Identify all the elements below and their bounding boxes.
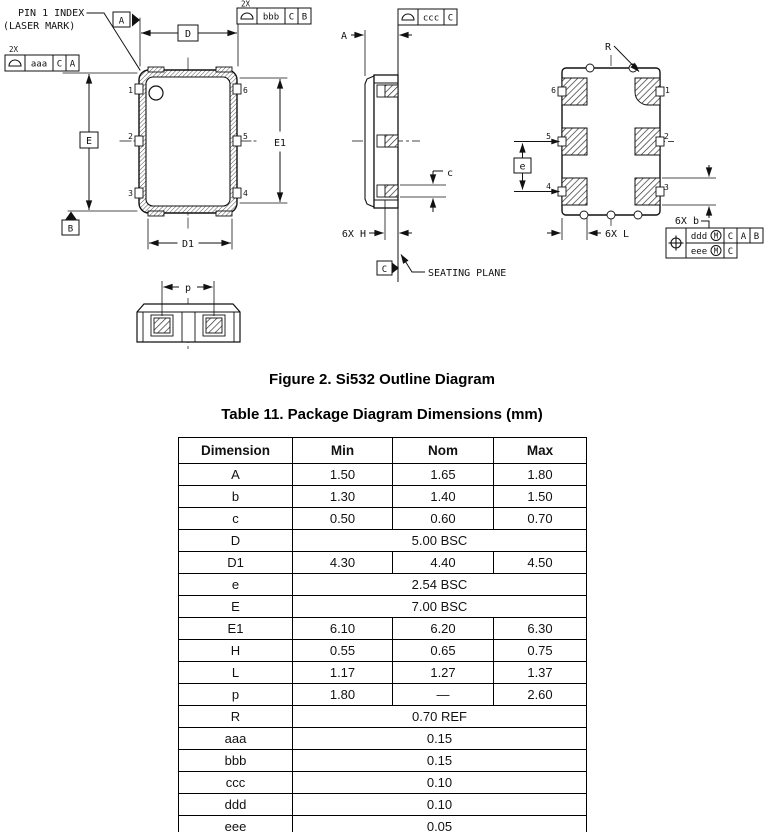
dim-label-6x-l: 6X L (605, 229, 630, 240)
bottom-view (514, 42, 716, 240)
table-cell: 0.75 (494, 640, 587, 662)
table-cell: b (179, 486, 293, 508)
table-cell: p (179, 684, 293, 706)
table-cell: aaa (179, 728, 293, 750)
pin-number: 1 (128, 86, 133, 95)
table-cell: 0.10 (293, 772, 587, 794)
table-cell: 6.30 (494, 618, 587, 640)
dim-label-a: A (340, 31, 347, 42)
table-cell: 1.50 (494, 486, 587, 508)
datum-ref: C (447, 13, 454, 24)
table-cell: ccc (179, 772, 293, 794)
table-row (179, 684, 587, 706)
mmc-letter: M (713, 231, 719, 241)
datum-triangle (65, 212, 77, 221)
pin1-index-label: PIN 1 INDEX (18, 8, 85, 19)
datum-ref: C (56, 59, 63, 70)
table-row (179, 486, 587, 508)
table-cell: 0.15 (293, 728, 587, 750)
table-cell: E (179, 596, 293, 618)
table-cell: 0.05 (293, 816, 587, 832)
tolerance-value: eee (690, 247, 708, 257)
pin-number: 1 (665, 86, 670, 95)
table-cell: bbb (179, 750, 293, 772)
dim-label-p: p (184, 283, 192, 294)
table-row (179, 464, 587, 486)
datum-flag-c: C (381, 265, 388, 275)
pin-number: 4 (546, 182, 551, 191)
lid-profile (365, 76, 374, 207)
table-cell: 6.10 (293, 618, 393, 640)
table-row (179, 728, 587, 750)
table-row (179, 618, 587, 640)
datum-flag-b: B (67, 224, 74, 235)
table-cell: e (179, 574, 293, 596)
laser-mark-label: (LASER MARK) (3, 21, 76, 32)
tolerance-value: bbb (262, 12, 280, 23)
datum-ref: C (288, 12, 295, 23)
table-cell: 2.60 (494, 684, 587, 706)
col-header-nom: Nom (393, 438, 494, 464)
table-cell: 1.37 (494, 662, 587, 684)
table-cell: 1.17 (293, 662, 393, 684)
laser-mark-circle (149, 86, 163, 100)
top-view (3, 8, 287, 250)
pin-number: 2 (664, 132, 669, 141)
datum-ref: B (753, 232, 760, 242)
table-row (179, 596, 587, 618)
table-cell: c (179, 508, 293, 530)
dim-label-r: R (604, 42, 611, 53)
table-cell: eee (179, 816, 293, 832)
figure-caption: Figure 2. Si532 Outline Diagram (269, 371, 495, 388)
pin-number: 4 (243, 189, 248, 198)
table-row (179, 640, 587, 662)
table-cell: — (393, 684, 494, 706)
datum-ref: B (301, 12, 308, 23)
table-cell: 1.27 (393, 662, 494, 684)
table-cell: 0.60 (393, 508, 494, 530)
table-cell: 1.65 (393, 464, 494, 486)
qty-label: 2X (9, 45, 19, 54)
table-row (179, 662, 587, 684)
table-cell: 0.50 (293, 508, 393, 530)
table-cell: 0.70 (494, 508, 587, 530)
pin-number: 6 (551, 86, 556, 95)
table-cell: 2.54 BSC (293, 574, 587, 596)
table-cell: 0.70 REF (293, 706, 587, 728)
table-cell: L (179, 662, 293, 684)
table-row (179, 530, 587, 552)
table-header-row (179, 438, 587, 464)
table-cell: 7.00 BSC (293, 596, 587, 618)
fcf-ccc (398, 9, 457, 25)
col-header-min: Min (293, 438, 393, 464)
dim-label-e: e (519, 161, 526, 173)
table-cell: R (179, 706, 293, 728)
col-header-max: Max (494, 438, 587, 464)
table-row (179, 552, 587, 574)
table-cell: E1 (179, 618, 293, 640)
table-cell: 1.40 (393, 486, 494, 508)
datum-triangle (132, 14, 140, 27)
table-cell: A (179, 464, 293, 486)
table-cell: 1.80 (293, 684, 393, 706)
dim-label-d: D (184, 29, 192, 40)
fcf-bbb (237, 0, 311, 24)
side-view (341, 25, 506, 282)
dim-label-d1: D1 (181, 239, 195, 250)
datum-ref: A (69, 59, 76, 70)
table-row (179, 772, 587, 794)
datum-ref: A (740, 232, 747, 242)
table-row (179, 706, 587, 728)
front-view (137, 281, 240, 350)
table-caption: Table 11. Package Diagram Dimensions (mm) (221, 406, 543, 423)
table-cell: H (179, 640, 293, 662)
table-cell: 4.30 (293, 552, 393, 574)
table-row (179, 750, 587, 772)
table-cell: D1 (179, 552, 293, 574)
col-header-dimension: Dimension (179, 438, 293, 464)
table-cell: 4.40 (393, 552, 494, 574)
table-cell: 0.15 (293, 750, 587, 772)
table-cell: 0.65 (393, 640, 494, 662)
table-cell: 0.55 (293, 640, 393, 662)
mmc-letter: M (713, 246, 719, 256)
fcf-aaa (5, 45, 79, 71)
dim-label-e1: E1 (273, 138, 287, 149)
dim-label-6x-h: 6X H (341, 229, 366, 240)
dimensions-table (178, 437, 587, 832)
table-cell: 4.50 (494, 552, 587, 574)
datum-ref: C (727, 247, 734, 257)
datum-flag-a: A (118, 16, 125, 27)
seating-plane-leader (401, 255, 425, 273)
seating-plane-label: SEATING PLANE (428, 268, 507, 279)
qty-label: 2X (241, 0, 251, 9)
table-row (179, 816, 587, 832)
pin-number: 2 (128, 132, 133, 141)
table-cell: 5.00 BSC (293, 530, 587, 552)
pin-number: 5 (243, 132, 248, 141)
table-cell: 6.20 (393, 618, 494, 640)
table-cell: 0.10 (293, 794, 587, 816)
tolerance-value: ccc (422, 13, 440, 24)
table-row (179, 574, 587, 596)
tolerance-value: aaa (30, 59, 48, 70)
pin-number: 5 (546, 132, 551, 141)
table-row (179, 508, 587, 530)
dim-label-c: c (447, 168, 454, 179)
fcf-position (666, 228, 763, 258)
tolerance-value: ddd (690, 232, 708, 242)
table-cell: 1.80 (494, 464, 587, 486)
pin-number: 3 (128, 189, 133, 198)
dim-label-e-cap: E (85, 136, 93, 147)
table-cell: ddd (179, 794, 293, 816)
table-cell: 1.30 (293, 486, 393, 508)
pin-number: 6 (243, 86, 248, 95)
outline-diagram (0, 0, 764, 362)
pin-number: 3 (664, 183, 669, 192)
dim-label-6x-b: 6X b (674, 216, 699, 227)
table-cell: D (179, 530, 293, 552)
table-cell: 1.50 (293, 464, 393, 486)
table-row (179, 794, 587, 816)
datum-ref: C (727, 232, 734, 242)
